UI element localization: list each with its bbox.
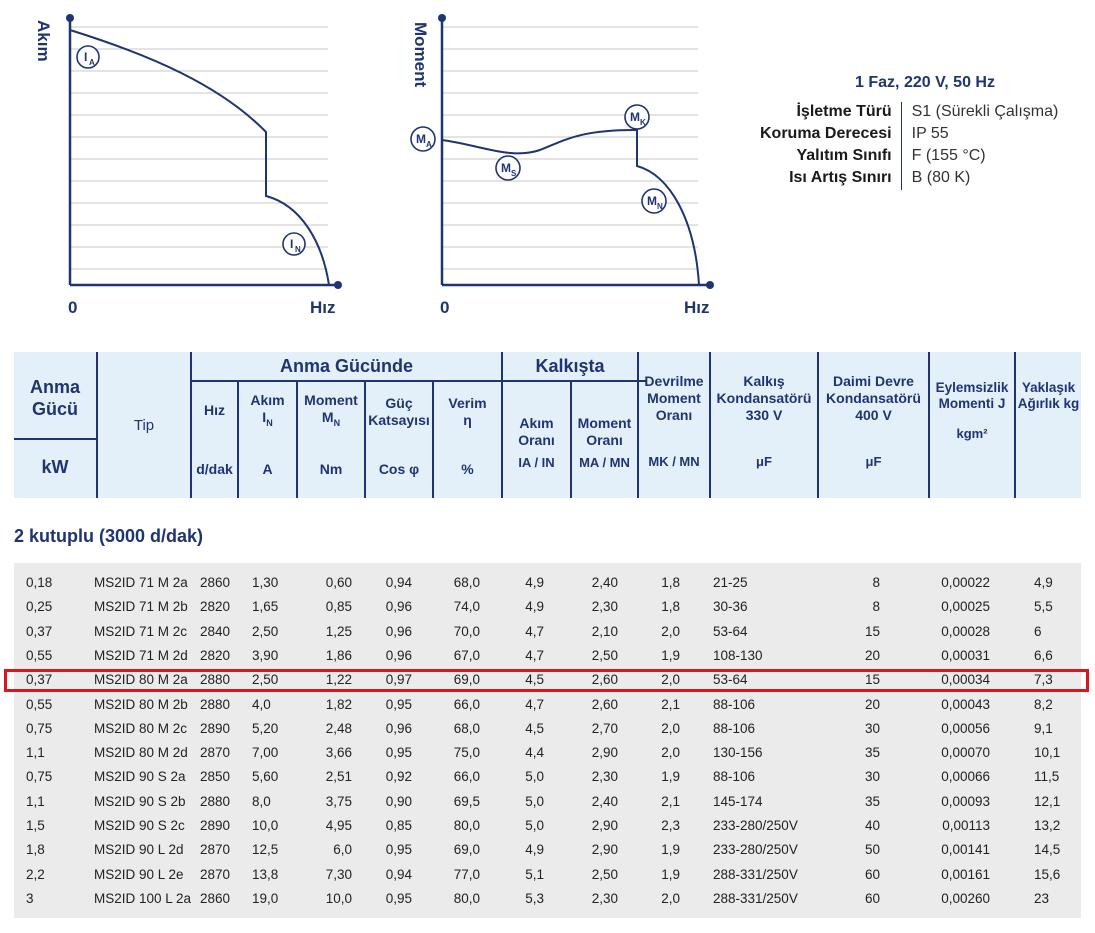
header-anma-gucu: Anma Gücü	[29, 377, 80, 419]
table-cell: 4,7	[525, 696, 544, 712]
table-cell: 1,9	[661, 866, 680, 882]
header-verim: Verim η	[448, 395, 487, 428]
table-cell: 2,30	[591, 890, 618, 906]
table-cell: 60	[864, 866, 880, 882]
table-cell: 2,10	[591, 623, 618, 639]
table-cell: 1,9	[661, 647, 680, 663]
table-cell: 19,0	[252, 890, 279, 906]
table-cell: 1,1	[26, 793, 45, 809]
table-cell: 5,3	[525, 890, 544, 906]
table-cell: 2890	[200, 818, 231, 833]
table-cell: 0,94	[385, 866, 412, 882]
specs-title: 1 Faz, 220 V, 50 Hz	[855, 74, 995, 91]
table-cell: 8	[872, 599, 880, 615]
table-cell: 1,9	[661, 769, 680, 785]
table-cell: 0,60	[325, 575, 352, 590]
table-cell: 35	[864, 745, 880, 761]
table-cell: 0,37	[26, 623, 53, 639]
table-cell: 2,60	[591, 696, 618, 712]
table-cell: 7,3	[1034, 672, 1053, 688]
table-cell: 10,0	[252, 818, 279, 833]
table-row	[14, 863, 1081, 887]
table-cell: 8,0	[252, 793, 271, 809]
table-cell: 1,8	[26, 842, 45, 858]
table-cell: 0,96	[385, 720, 412, 736]
header-kalkista: Kalkışta	[535, 355, 605, 376]
header-moment: Moment $M_N$	[304, 392, 358, 428]
table-cell: 77,0	[453, 866, 480, 882]
table-cell: 108-130	[713, 647, 763, 663]
x-axis-label: Hız	[310, 298, 336, 317]
header-moment-unit: Nm	[319, 460, 343, 477]
table-cell: 0,00031	[941, 647, 990, 663]
table-cell: 2,70	[591, 720, 618, 736]
table-cell: 1,8	[661, 575, 680, 590]
ia-badge	[77, 46, 99, 68]
table-cell: 4,9	[1034, 575, 1053, 590]
data-table	[14, 563, 1081, 918]
table-cell: 0,00260	[941, 890, 990, 906]
table-row	[14, 571, 1081, 595]
svg-text:M: M	[647, 194, 657, 208]
svg-text:N: N	[295, 245, 301, 254]
table-cell: 0,75	[26, 720, 53, 736]
table-cell: 2,40	[591, 793, 618, 809]
header-moment-orani: Moment Oranı	[577, 415, 632, 448]
table-cell: 2,0	[661, 890, 680, 906]
table-cell: 1,22	[325, 672, 352, 688]
table-cell: 0,18	[26, 575, 53, 590]
header-anma-gucunde: Anma Gücünde	[279, 355, 413, 376]
spec-value: S1 (Sürekli Çalışma)	[911, 103, 1059, 120]
spec-key: Yalıtım Sınıfı	[760, 146, 901, 168]
table-cell: 2890	[200, 720, 231, 736]
svg-text:K: K	[640, 118, 646, 127]
table-cell: 2,90	[591, 745, 618, 761]
header-moment-orani-unit: MA / MN	[579, 454, 630, 470]
table-cell: 288-331/250V	[713, 866, 798, 882]
table-cell: 6,6	[1034, 647, 1053, 663]
table-cell: 2,1	[661, 696, 680, 712]
header-daimi-kond-unit: μF	[865, 453, 882, 469]
table-row	[14, 814, 1081, 838]
table-cell: 1,82	[325, 696, 352, 712]
table-cell: 7,00	[252, 745, 279, 761]
table-cell: 2,50	[591, 866, 618, 882]
table-cell: 5,0	[525, 818, 544, 833]
table-cell: 21-25	[713, 575, 748, 590]
table-cell: MS2ID 100 L 2a	[94, 890, 192, 906]
table-cell: 12,5	[252, 842, 279, 858]
table-cell: 0,00070	[941, 745, 990, 761]
header-kalkis-kondansatoru: Kalkış Kondansatörü 330 V	[716, 372, 812, 423]
table-cell: MS2ID 90 L 2e	[94, 866, 184, 882]
table-cell: 2860	[200, 575, 231, 590]
table-cell: 0,90	[385, 793, 412, 809]
table-cell: MS2ID 71 M 2c	[94, 623, 188, 639]
table-row	[14, 693, 1081, 717]
table-cell: 233-280/250V	[713, 842, 798, 858]
table-cell: 1,30	[252, 575, 279, 590]
svg-text:A: A	[89, 58, 95, 67]
table-cell: 4,9	[525, 575, 544, 590]
table-cell: 15,6	[1034, 866, 1061, 882]
table-cell: 2,0	[661, 720, 680, 736]
table-cell: 2,3	[661, 818, 680, 833]
table-cell: 288-331/250V	[713, 890, 798, 906]
table-row	[14, 765, 1081, 789]
table-cell: 2,0	[661, 623, 680, 639]
specs-table	[760, 102, 1058, 190]
header-guc: Güç Katsayısı	[368, 395, 430, 428]
table-cell: 12,1	[1034, 793, 1061, 809]
svg-text:I: I	[290, 237, 294, 251]
table-cell: 10,1	[1034, 745, 1061, 761]
table-cell: 0,00066	[941, 769, 990, 785]
table-cell: 4,9	[525, 599, 544, 615]
table-row	[14, 838, 1081, 862]
table-cell: 0,96	[385, 623, 412, 639]
table-cell: 5,1	[525, 866, 544, 882]
table-cell: 14,5	[1034, 842, 1061, 858]
table-cell: 0,00034	[941, 672, 990, 688]
table-cell: 4,0	[252, 696, 271, 712]
table-cell: MS2ID 80 M 2c	[94, 720, 188, 736]
header-guc-unit: Cos φ	[378, 460, 420, 477]
table-cell: 2880	[200, 793, 231, 809]
table-cell: 69,0	[453, 842, 480, 858]
torque-speed-graph	[400, 0, 740, 330]
table-cell: 30	[864, 720, 880, 736]
table-cell: 2,60	[591, 672, 618, 688]
x-axis-label: Hız	[684, 298, 710, 317]
spec-key: İşletme Türü	[760, 102, 901, 124]
table-cell: 0,75	[26, 769, 53, 785]
table-cell: 4,9	[525, 842, 544, 858]
table-cell: 2820	[200, 647, 231, 663]
header-eylemsizlik: Eylemsizlik Momenti J	[935, 380, 1009, 411]
table-cell: 13,8	[252, 866, 279, 882]
table-cell: 0,00141	[941, 842, 990, 858]
header-akim: Akım $I_N$	[250, 392, 285, 428]
table-cell: 2,2	[26, 866, 45, 882]
table-cell: 5,20	[252, 720, 279, 736]
origin-label: 0	[68, 298, 78, 317]
table-cell: 1,8	[661, 599, 680, 615]
table-cell: MS2ID 71 M 2d	[94, 647, 188, 663]
table-cell: 2,50	[591, 647, 618, 663]
spec-value: F (155 °C)	[911, 147, 986, 164]
svg-text:N: N	[657, 202, 663, 211]
spec-value: IP 55	[911, 125, 949, 142]
table-cell: 5,0	[525, 793, 544, 809]
table-cell: 30-36	[713, 599, 748, 615]
table-cell: 69,5	[453, 793, 480, 809]
table-cell: 1,9	[661, 842, 680, 858]
highlighted-row-frame	[4, 669, 1089, 692]
table-cell: 0,96	[385, 647, 412, 663]
table-cell: MS2ID 71 M 2a	[94, 575, 188, 590]
table-cell: 2,0	[661, 672, 680, 688]
table-cell: 2850	[200, 769, 231, 785]
table-cell: 0,95	[385, 696, 412, 712]
header-daimi-kondansatoru: Daimi Devre Kondansatörü 400 V	[826, 372, 921, 423]
table-cell: 15	[864, 672, 880, 688]
table-cell: 68,0	[453, 575, 480, 590]
table-cell: MS2ID 80 M 2d	[94, 745, 188, 761]
table-cell: 2,1	[661, 793, 680, 809]
table-cell: MS2ID 80 M 2b	[94, 696, 188, 712]
table-cell: 2840	[200, 623, 231, 639]
table-cell: 80,0	[453, 818, 480, 833]
svg-text:M: M	[630, 110, 640, 124]
table-row	[14, 595, 1081, 619]
table-cell: 2,90	[591, 818, 618, 833]
table-cell: 2,30	[591, 599, 618, 615]
table-row	[14, 644, 1081, 668]
spec-key: Koruma Derecesi	[760, 124, 901, 146]
ma-badge	[411, 127, 435, 151]
table-cell: MS2ID 80 M 2a	[94, 672, 188, 688]
table-cell: 0,94	[385, 575, 412, 590]
table-row	[14, 887, 1081, 911]
table-cell: 2870	[200, 842, 231, 858]
header-agirlik: Yaklaşık Ağırlık kg	[1017, 380, 1080, 411]
spec-key: Isı Artış Sınırı	[760, 168, 901, 190]
table-cell: 4,4	[525, 745, 544, 761]
table-cell: 2880	[200, 672, 231, 688]
table-cell: 0,92	[385, 769, 412, 785]
table-row	[14, 620, 1081, 644]
table-cell: 13,2	[1034, 818, 1061, 833]
table-cell: 20	[864, 696, 880, 712]
table-cell: 0,95	[385, 890, 412, 906]
header-eylemsizlik-unit: kgm²	[956, 425, 988, 441]
table-cell: 0,00028	[941, 623, 990, 639]
table-cell: 0,00161	[941, 866, 990, 882]
svg-text:M: M	[416, 132, 426, 146]
table-cell: 0,25	[26, 599, 53, 615]
table-cell: 5,0	[525, 769, 544, 785]
table-cell: MS2ID 90 S 2c	[94, 818, 185, 833]
table-cell: 2870	[200, 866, 231, 882]
table-cell: 23	[1034, 890, 1050, 906]
table-cell: 2870	[200, 745, 231, 761]
table-cell: 0,85	[325, 599, 352, 615]
table-cell: MS2ID 71 M 2b	[94, 599, 188, 615]
table-cell: 130-156	[713, 745, 763, 761]
table-cell: MS2ID 90 L 2d	[94, 842, 184, 858]
header-akim-unit: A	[262, 460, 273, 477]
table-cell: 0,97	[385, 672, 412, 688]
table-cell: 2,50	[252, 623, 279, 639]
y-axis-label: Akım	[34, 20, 53, 62]
table-cell: 0,00093	[941, 793, 990, 809]
table-cell: 15	[864, 623, 880, 639]
table-cell: 0,95	[385, 745, 412, 761]
table-cell: 5,60	[252, 769, 279, 785]
table-cell: 2,40	[591, 575, 618, 590]
table-cell: 3	[26, 890, 34, 906]
table-cell: 8,2	[1034, 696, 1053, 712]
table-cell: 88-106	[713, 720, 756, 736]
table-cell: 66,0	[453, 696, 480, 712]
table-cell: 1,25	[325, 623, 352, 639]
table-cell: 40	[864, 818, 880, 833]
table-cell: 4,95	[325, 818, 352, 833]
table-cell: 9,1	[1034, 720, 1053, 736]
table-cell: 66,0	[453, 769, 480, 785]
origin-label: 0	[440, 298, 450, 317]
header-hiz: Hız	[204, 401, 225, 418]
table-cell: 4,7	[525, 647, 544, 663]
table-cell: 4,7	[525, 623, 544, 639]
table-cell: 0,00043	[941, 696, 990, 712]
table-cell: 70,0	[453, 623, 480, 639]
table-cell: 88-106	[713, 696, 756, 712]
table-cell: 2,50	[252, 672, 279, 688]
svg-text:S: S	[511, 169, 517, 178]
table-cell: 0,96	[385, 599, 412, 615]
table-cell: 80,0	[453, 890, 480, 906]
table-cell: 11,5	[1034, 769, 1060, 785]
table-cell: 1,65	[252, 599, 279, 615]
table-cell: 6	[1034, 623, 1042, 639]
table-cell: 50	[864, 842, 880, 858]
table-cell: 233-280/250V	[713, 818, 798, 833]
header-verim-unit: %	[461, 460, 474, 477]
mk-badge	[625, 105, 649, 129]
table-cell: 20	[864, 647, 880, 663]
table-cell: 69,0	[453, 672, 480, 688]
spec-value: B (80 K)	[911, 169, 971, 186]
section-title: 2 kutuplu (3000 d/dak)	[14, 526, 204, 546]
table-cell: 2,30	[591, 769, 618, 785]
ms-badge	[496, 156, 520, 180]
table-row	[14, 790, 1081, 814]
header-hiz-unit: d/dak	[196, 460, 233, 477]
table-cell: 53-64	[713, 672, 748, 688]
header-kalkis-kond-unit: μF	[756, 453, 772, 469]
header-devrilme: Devrilme Moment Oranı	[644, 372, 704, 423]
table-cell: 5,5	[1034, 599, 1053, 615]
table-cell: 88-106	[713, 769, 756, 785]
table-cell: 1,86	[325, 647, 352, 663]
table-cell: 0,37	[26, 672, 53, 688]
table-cell: 3,66	[325, 745, 352, 761]
table-cell: 7,30	[325, 866, 352, 882]
table-cell: 0,85	[385, 818, 412, 833]
table-header	[14, 352, 1081, 498]
y-axis-label: Moment	[411, 22, 430, 88]
table-cell: 1,1	[26, 745, 45, 761]
svg-text:I: I	[84, 50, 88, 64]
svg-text:M: M	[501, 161, 511, 175]
table-cell: 0,00113	[942, 818, 990, 833]
table-cell: 8	[872, 575, 880, 590]
table-cell: 4,5	[525, 720, 544, 736]
table-cell: 4,5	[525, 672, 544, 688]
in-badge	[283, 233, 305, 255]
table-row	[14, 741, 1081, 765]
header-anma-gucu-unit: kW	[41, 456, 69, 477]
table-cell: 0,55	[26, 647, 53, 663]
header-akim-orani-unit: IA / IN	[518, 454, 555, 470]
mn-badge	[642, 189, 666, 213]
table-cell: 1,5	[26, 818, 45, 833]
table-cell: 3,90	[252, 647, 279, 663]
table-cell: 75,0	[453, 745, 480, 761]
current-speed-graph	[0, 0, 370, 330]
table-cell: 2,90	[591, 842, 618, 858]
table-cell: 30	[864, 769, 880, 785]
table-cell: 6,0	[333, 842, 352, 858]
table-cell: 145-174	[713, 793, 763, 809]
svg-text:A: A	[426, 140, 432, 149]
table-cell: MS2ID 90 S 2b	[94, 793, 186, 809]
table-cell: 60	[864, 890, 880, 906]
table-cell: 2880	[200, 696, 231, 712]
header-tip: Tip	[133, 416, 155, 434]
table-cell: 68,0	[453, 720, 480, 736]
table-cell: 0,00022	[941, 575, 990, 590]
table-cell: 0,00056	[941, 720, 990, 736]
table-cell: 2,0	[661, 745, 680, 761]
table-cell: 0,95	[385, 842, 412, 858]
header-devrilme-unit: MK / MN	[648, 453, 700, 469]
table-cell: 74,0	[453, 599, 480, 615]
header-akim-orani: Akım Oranı	[518, 415, 555, 448]
table-cell: 0,00025	[941, 599, 990, 615]
table-cell: 35	[864, 793, 880, 809]
table-cell: 2820	[200, 599, 231, 615]
table-row	[14, 717, 1081, 741]
specs-panel	[760, 74, 1090, 190]
table-cell: 2,48	[325, 720, 352, 736]
table-cell: 53-64	[713, 623, 748, 639]
table-cell: 2860	[200, 890, 231, 906]
table-cell: 10,0	[325, 890, 352, 906]
table-cell: 3,75	[325, 793, 352, 809]
table-cell: MS2ID 90 S 2a	[94, 769, 186, 785]
table-cell: 2,51	[325, 769, 352, 785]
table-cell: 0,55	[26, 696, 53, 712]
table-cell: 67,0	[453, 647, 480, 663]
